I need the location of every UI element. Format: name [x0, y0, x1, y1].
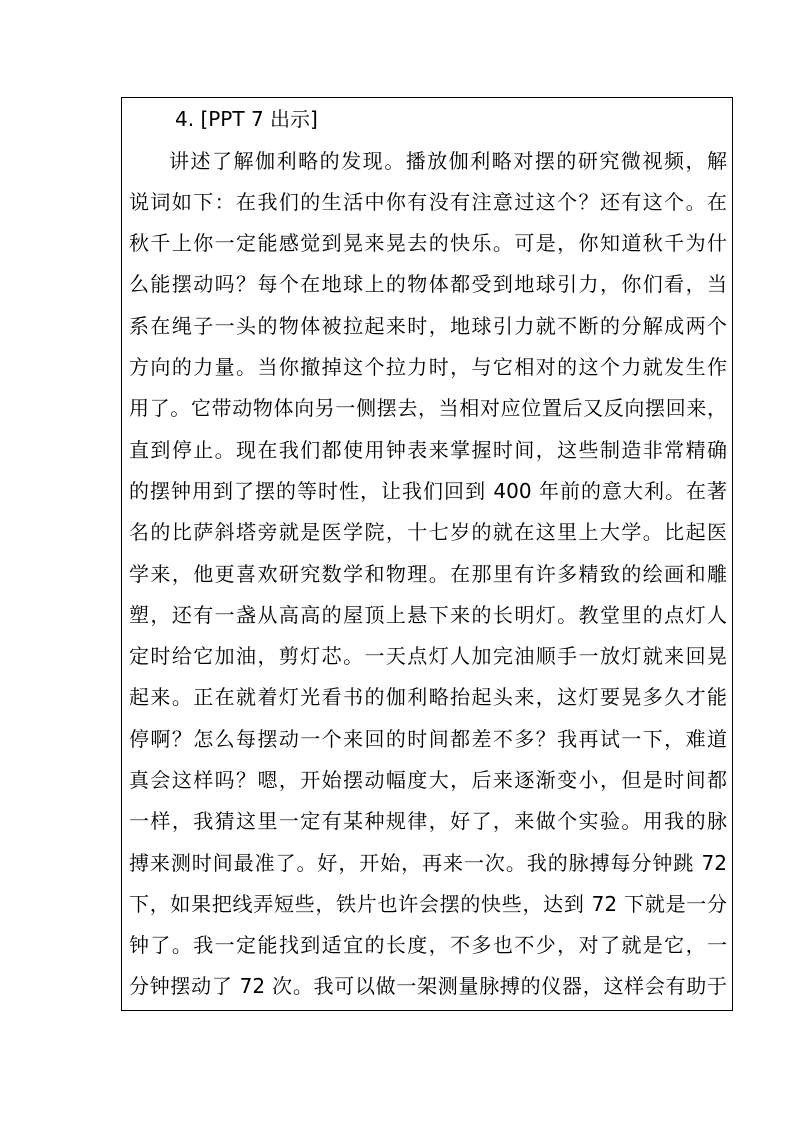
text-line: 方向的力量。当你撤掉这个拉力时，与它相对的这个力就发生作 [129, 355, 727, 379]
text-line: 么能摆动吗？每个在地球上的物体都受到地球引力，你们看，当 [129, 272, 727, 296]
text-line: 直到停止。现在我们都使用钟表来掌握时间，这些制造非常精确 [129, 438, 727, 462]
text-line: 钟了。我一定能找到适宜的长度，不多也不少，对了就是它，一 [129, 933, 727, 957]
section-heading: 4. [PPT 7 出示] [175, 107, 318, 131]
text-line: 一样，我猜这里一定有某种规律，好了，来做个实验。用我的脉 [129, 809, 727, 833]
text-line: 塑，还有一盏从高高的屋顶上悬下来的长明灯。教堂里的点灯人 [129, 603, 727, 627]
text-line: 起来。正在就着灯光看书的伽利略抬起头来，这灯要晃多久才能 [129, 685, 727, 709]
text-line: 讲述了解伽利略的发现。播放伽利略对摆的研究微视频，解 [169, 149, 727, 173]
text-line: 秋千上你一定能感觉到晃来晃去的快乐。可是，你知道秋千为什 [129, 231, 727, 255]
text-line: 真会这样吗？嗯，开始摆动幅度大，后来逐渐变小，但是时间都 [129, 768, 727, 792]
text-line: 分钟摆动了 72 次。我可以做一架测量脉搏的仪器，这样会有助于 [129, 974, 727, 998]
text-line: 搏来测时间最准了。好，开始，再来一次。我的脉搏每分钟跳 72 [129, 851, 727, 875]
text-line: 系在绳子一头的物体被拉起来时，地球引力就不断的分解成两个 [129, 314, 727, 338]
text-line: 名的比萨斜塔旁就是医学院，十七岁的就在这里上大学。比起医 [129, 520, 727, 544]
text-line: 的摆钟用到了摆的等时性，让我们回到 400 年前的意大利。在著 [129, 479, 727, 503]
text-line: 停啊？怎么每摆动一个来回的时间都差不多？我再试一下，难道 [129, 727, 727, 751]
text-line: 下，如果把线弄短些，铁片也许会摆的快些，达到 72 下就是一分 [129, 892, 727, 916]
text-line: 定时给它加油，剪灯芯。一天点灯人加完油顺手一放灯就来回晃 [129, 644, 727, 668]
text-line: 学来，他更喜欢研究数学和物理。在那里有许多精致的绘画和雕 [129, 562, 727, 586]
text-line: 说词如下：在我们的生活中你有没有注意过这个？还有这个。在 [129, 190, 727, 214]
text-line: 用了。它带动物体向另一侧摆去，当相对应位置后又反向摆回来， [129, 396, 727, 420]
